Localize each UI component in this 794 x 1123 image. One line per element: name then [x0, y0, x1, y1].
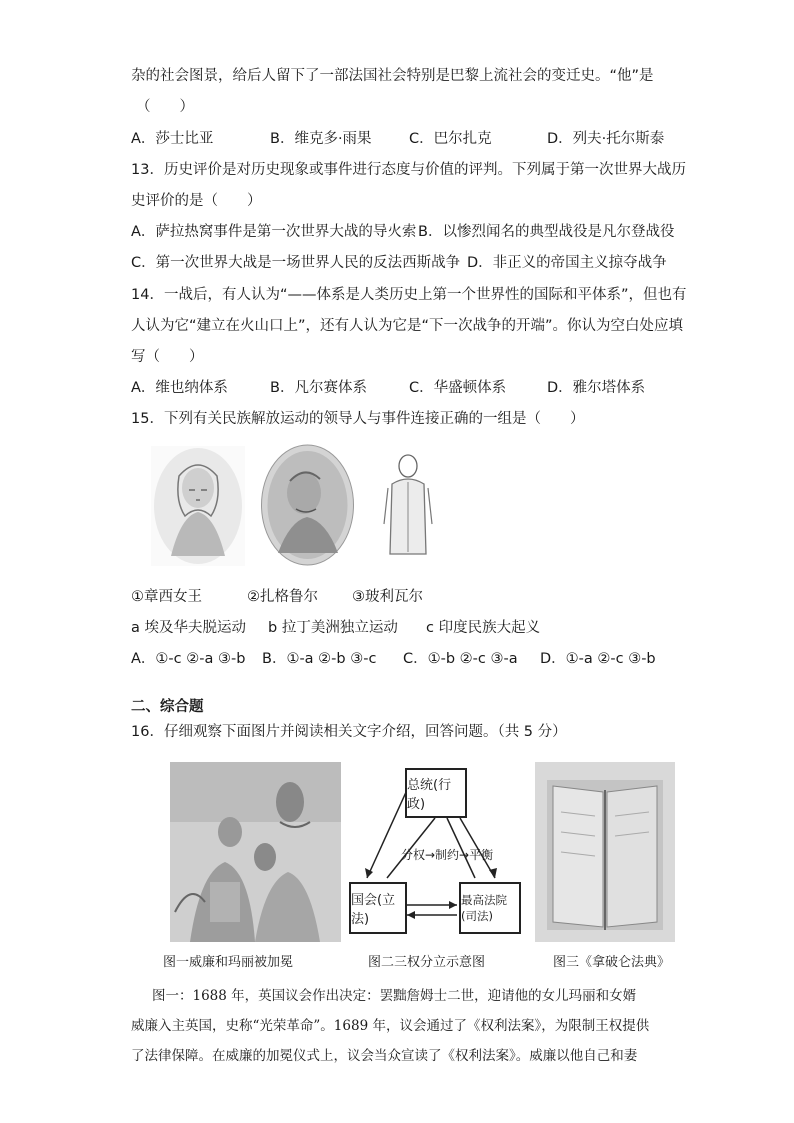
q14-option-c[interactable]: C．华盛顿体系	[409, 380, 507, 396]
q15-event-c: c 印度民族大起义	[426, 620, 541, 636]
q14-option-d[interactable]: D．雅尔塔体系	[547, 380, 646, 396]
q12-option-b[interactable]: B．维克多·雨果	[270, 131, 372, 147]
q15-option-b[interactable]: B．①-a ②-b ③-c	[262, 651, 377, 667]
q12-option-a[interactable]: A．莎士比亚	[131, 131, 214, 147]
q12-option-d[interactable]: D．列夫·托尔斯泰	[547, 131, 665, 147]
q16-paragraph-line3: 了法律保障。在威廉的加冕仪式上，议会当众宣读了《权利法案》。威廉以他自己和妻	[131, 1048, 638, 1064]
diagram-executive-box	[405, 768, 467, 818]
q13-option-b[interactable]: B．以惨烈闻名的典型战役是凡尔登战役	[418, 224, 675, 240]
q15-option-c[interactable]: C．①-b ②-c ③-a	[403, 651, 518, 667]
diagram-judicial-label: 最高法院(司法)	[461, 893, 507, 923]
diagram-executive-label: 总统(行政)	[407, 778, 452, 812]
figure3-caption: 图三《拿破仑法典》	[553, 955, 671, 970]
q14-option-b[interactable]: B．凡尔赛体系	[270, 380, 367, 396]
q13-option-a[interactable]: A．萨拉热窝事件是第一次世界大战的导火索	[131, 224, 417, 240]
q16-paragraph-line2: 威廉入主英国，史称“光荣革命”。1689 年，议会通过了《权利法案》，为限制王权提供	[131, 1018, 650, 1034]
q12-line1: 杂的社会图景，给后人留下了一部法国社会特别是巴黎上流社会的变迁史。“他”是	[131, 68, 654, 84]
figure3-napoleonic-code-image	[535, 762, 675, 942]
q13-line1: 13．历史评价是对历史现象或事件进行态度与价值的评判。下列属于第一次世界大战历	[131, 162, 686, 178]
portrait-queen-jhansi	[151, 446, 245, 566]
q13-line2: 史评价的是（ ）	[131, 193, 262, 209]
q15-event-b: b 拉丁美洲独立运动	[268, 620, 398, 636]
figure2-caption: 图二三权分立示意图	[368, 955, 486, 970]
q15-option-a[interactable]: A．①-c ②-a ③-b	[131, 651, 246, 667]
figure1-coronation-image	[170, 762, 341, 942]
q14-line3: 写（ ）	[131, 349, 204, 365]
q15-event-a: a 埃及华夫脱运动	[131, 620, 246, 636]
figure1-caption: 图一威廉和玛丽被加冕	[163, 955, 294, 970]
q15-person-1: ①章西女王	[131, 589, 202, 605]
diagram-judicial-box	[459, 882, 521, 934]
diagram-middle-label: 分权→制约→平衡	[401, 848, 494, 862]
q14-option-a[interactable]: A．维也纳体系	[131, 380, 228, 396]
portrait-zaghlul	[260, 443, 355, 567]
q15-line1: 15．下列有关民族解放运动的领导人与事件连接正确的一组是（ ）	[131, 411, 585, 427]
section-heading: 二、综合题	[131, 699, 204, 715]
q15-option-d[interactable]: D．①-a ②-c ③-b	[540, 651, 656, 667]
q12-option-c[interactable]: C．巴尔扎克	[409, 131, 492, 147]
q13-option-d[interactable]: D．非正义的帝国主义掠夺战争	[467, 255, 667, 271]
q15-person-2: ②扎格鲁尔	[247, 589, 318, 605]
q13-option-c[interactable]: C．第一次世界大战是一场世界人民的反法西斯战争	[131, 255, 461, 271]
q14-line1: 14．一战后，有人认为“——体系是人类历史上第一个世界性的国际和平体系”，但也有	[131, 287, 687, 303]
q16-line1: 16．仔细观察下面图片并阅读相关文字介绍，回答问题。（共 5 分）	[131, 724, 567, 740]
figure2-separation-of-powers-diagram	[345, 760, 520, 942]
q12-blank: （ ）	[136, 99, 194, 115]
diagram-legislative-label: 国会(立法)	[351, 893, 396, 927]
diagram-legislative-box	[349, 882, 407, 934]
q16-paragraph-line1: 图一：1688 年，英国议会作出决定：罢黜詹姆士二世，迎请他的女儿玛丽和女婿	[152, 988, 637, 1004]
portrait-bolivar	[378, 444, 438, 564]
q14-line2: 人认为它“建立在火山口上”，还有人认为它是“下一次战争的开端”。你认为空白处应填	[131, 318, 684, 334]
q15-person-3: ③玻利瓦尔	[352, 589, 423, 605]
